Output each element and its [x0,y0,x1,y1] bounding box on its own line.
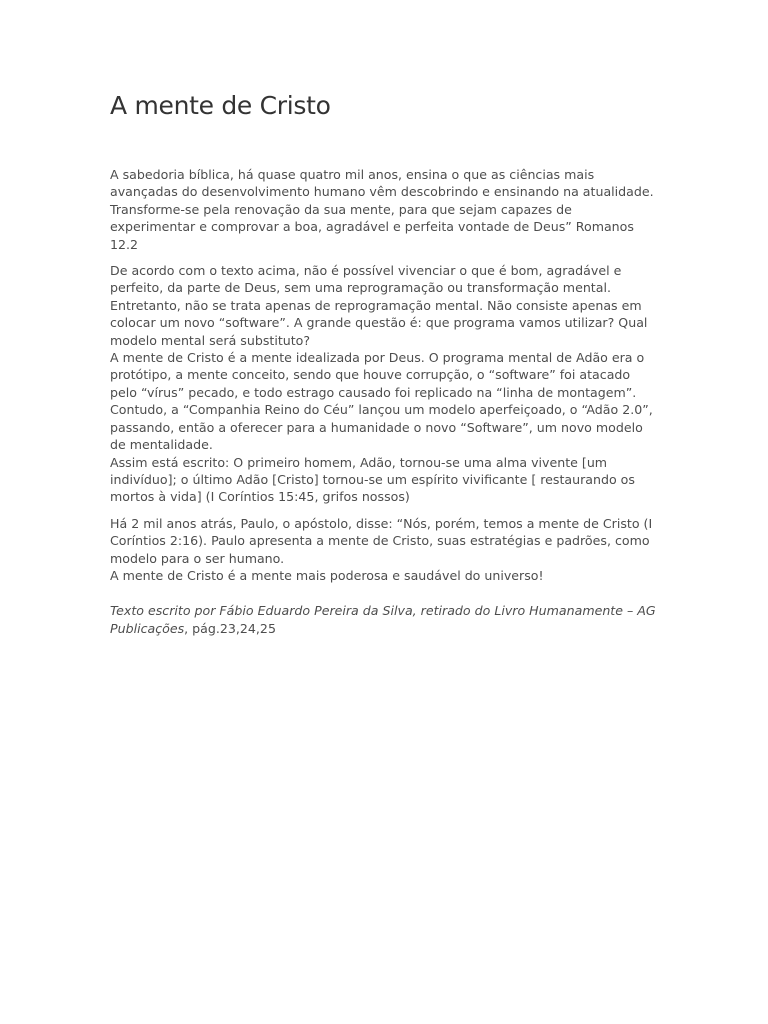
paragraph-line: De acordo com o texto acima, não é possível vivenciar o que é bom, agradável e perfeito, da parte de Deus, sem uma reprogramação ou transformação mental. Entretanto, não se trata apenas de reprogramação mental. Não consiste apenas em colocar um novo “software”. A grande questão é: que programa vamos utilizar? Qual modelo mental será substituto? [110,263,648,348]
document-page [110,90,660,637]
credit-italic-text: Texto escrito por Fábio Eduardo Pereira da Silva, retirado do Livro Humanamente – AG Publicações [110,603,656,636]
paragraph-1 [110,166,660,253]
paragraph-line: Há 2 mil anos atrás, Paulo, o apóstolo, disse: “Nós, porém, temos a mente de Cristo (I Coríntios 2:16). Paulo apresenta a mente de Cristo, suas estratégias e padrões, como modelo para o ser humano. [110,515,653,566]
source-credit [110,602,660,637]
credit-pages-text: , pág.23,24,25 [184,620,276,636]
paragraph-line: A mente de Cristo é a mente mais poderosa e saudável do universo! [110,567,544,583]
paragraph-3 [110,515,660,585]
document-title: A mente de Cristo [110,91,331,120]
paragraph-line: Transforme-se pela renovação da sua mente, para que sejam capazes de experimentar e comprovar a boa, agradável e perfeita vontade de Deus” Romanos 12.2 [110,201,634,252]
paragraph-line: Assim está escrito: O primeiro homem, Adão, tornou-se uma alma vivente [um indivíduo]; o último Adão [Cristo] tornou-se um espírito vivificante [ restaurando os mortos à vida] (I Coríntios 15:45, grifos nossos) [110,454,635,505]
paragraph-line: A sabedoria bíblica, há quase quatro mil anos, ensina o que as ciências mais avançadas do desenvolvimento humano vêm descobrindo e ensinando na atualidade. [110,167,654,200]
paragraph-2 [110,262,660,506]
paragraph-line: A mente de Cristo é a mente idealizada por Deus. O programa mental de Adão era o protótipo, a mente conceito, sendo que houve corrupção, o “software” foi atacado pelo “vírus” pecado, e todo estrago causado foi replicado na “linha de montagem”. Contudo, a “Companhia Reino do Céu” lançou um modelo aperfeiçoado, o “Adão 2.0”, passando, então a oferecer para a humanidade o novo “Software”, um novo modelo de mentalidade. [110,350,653,453]
